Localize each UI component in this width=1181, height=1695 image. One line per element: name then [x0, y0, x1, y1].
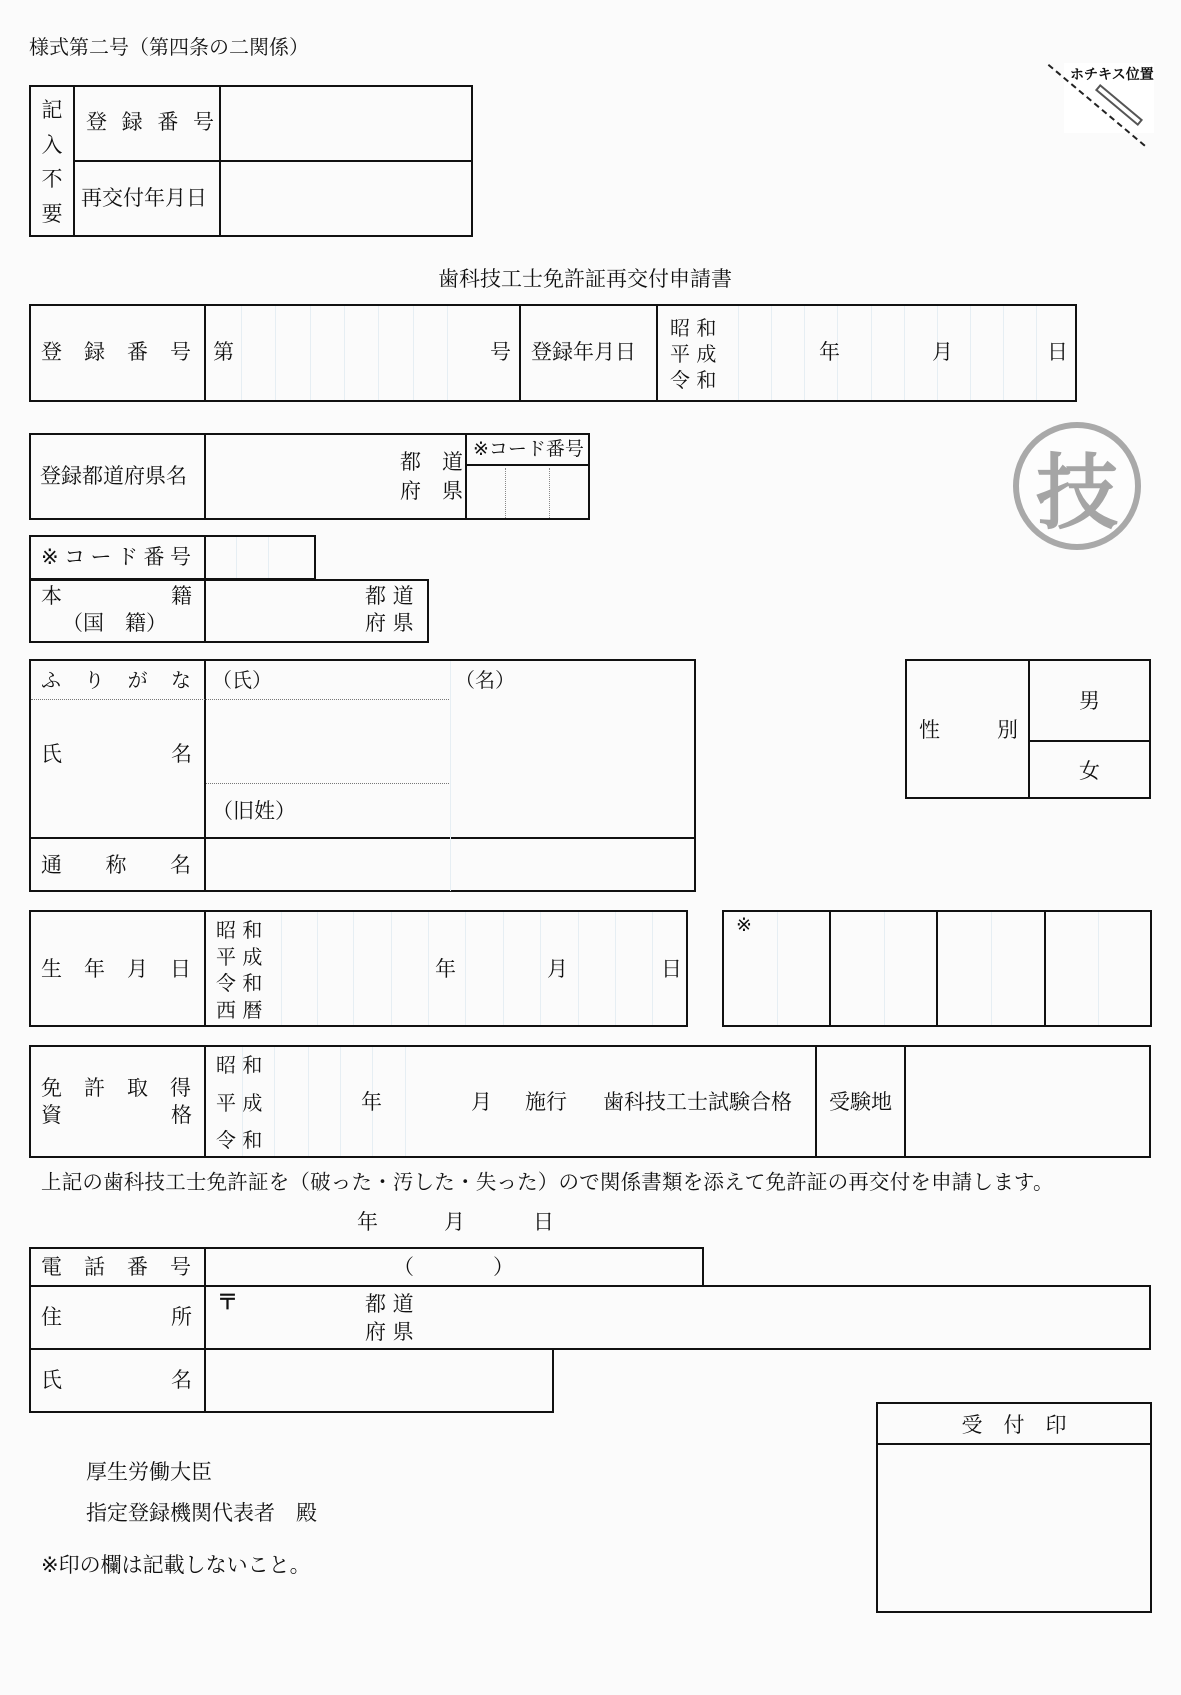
receipt-stamp-label: 受 付 印: [961, 1412, 1067, 1437]
nationality-label: （国 籍）: [62, 611, 167, 635]
furigana-label: ふ り が な: [41, 668, 191, 692]
furigana-surname-label: （氏）: [212, 668, 272, 692]
registration-number-suffix: 号: [490, 340, 511, 364]
exam-passed-label: 歯科技工士試験合格: [603, 1090, 792, 1114]
registration-year-unit: 年: [819, 340, 840, 364]
dental-technician-seal-icon: 技: [1013, 422, 1141, 550]
registration-number-field[interactable]: [206, 306, 517, 400]
exam-site-label: 受験地: [829, 1090, 892, 1114]
qualification-label-right: 格: [171, 1103, 192, 1127]
application-month-unit: 月: [444, 1210, 465, 1234]
male-label: 男: [1079, 689, 1100, 713]
registration-date-label: 登録年月日: [531, 340, 636, 364]
name-label-right: 名: [171, 742, 192, 766]
birth-era-options: 昭 和 平 成 令 和 西 暦: [216, 918, 263, 1022]
qualification-month-unit: 月: [471, 1090, 492, 1114]
office-registration-number-field[interactable]: [221, 87, 471, 159]
phone-field[interactable]: [206, 1249, 702, 1285]
applicant-name-label-right: 名: [171, 1368, 192, 1392]
female-label: 女: [1079, 758, 1100, 783]
sex-label-right: 別: [997, 718, 1018, 742]
registration-day-unit: 日: [1047, 340, 1068, 364]
registered-prefecture-label: 登録都道府県名: [40, 464, 187, 488]
qualification-era-options: 昭 和 平 成 令 和: [216, 1053, 263, 1152]
sex-option-male[interactable]: [1030, 661, 1149, 739]
postal-mark-icon: 〒: [217, 1290, 238, 1314]
applicant-name-label-left: 氏: [41, 1368, 62, 1392]
addressee-minister: 厚生労働大臣: [86, 1460, 212, 1484]
furigana-given-label: （名）: [455, 668, 515, 692]
office-reissue-date-field[interactable]: [221, 162, 471, 235]
sex-option-female[interactable]: [1030, 742, 1149, 797]
domicile-code-label: ※ コ ー ド 番 号: [41, 545, 191, 569]
addressee-designated-body: 指定登録機関代表者 殿: [86, 1501, 317, 1525]
domicile-label-left: 本: [41, 584, 62, 608]
phone-area-open-paren: （: [393, 1255, 414, 1279]
domicile-code-field[interactable]: [206, 537, 314, 578]
prefecture-suffix-bottom: 府 県: [400, 479, 463, 503]
birth-day-unit: 日: [661, 957, 682, 981]
office-use-label: 記 入 不 要: [41, 98, 63, 226]
alias-label: 通 称 名: [41, 853, 191, 877]
address-label-left: 住: [41, 1305, 62, 1329]
qualification-label-line1: 免 許 取 得: [41, 1076, 191, 1100]
former-surname-field[interactable]: [300, 785, 448, 835]
registered-prefecture-field[interactable]: [206, 435, 463, 518]
phone-area-close-paren: ）: [493, 1255, 514, 1279]
furigana-given-field[interactable]: [452, 661, 694, 698]
prefecture-suffix-top: 都 道: [400, 450, 463, 474]
address-field[interactable]: [206, 1287, 1149, 1348]
registration-date-field[interactable]: [658, 306, 1075, 400]
form-number: 様式第二号（第四条の二関係）: [29, 35, 309, 59]
note-text: ※印の欄は記載しないこと。: [41, 1553, 311, 1577]
name-label-left: 氏: [41, 742, 62, 766]
registration-era-options: 昭 和 平 成 令 和: [670, 316, 717, 392]
domicile-label-right: 籍: [171, 584, 192, 608]
address-pref-top: 都 道: [365, 1292, 414, 1316]
applicant-name-field[interactable]: [206, 1350, 552, 1411]
furigana-surname-field[interactable]: [206, 661, 449, 698]
application-day-unit: 日: [533, 1210, 554, 1234]
registration-month-unit: 月: [932, 340, 953, 364]
surname-field[interactable]: [206, 701, 449, 782]
office-reissue-date-label: 再交付年月日: [81, 186, 207, 210]
birth-date-label: 生 年 月 日: [41, 957, 191, 981]
registration-number-prefix: 第: [213, 340, 234, 364]
alias-field[interactable]: [206, 839, 694, 890]
prefecture-code-label: ※コード番号: [473, 438, 584, 460]
exam-site-field[interactable]: [906, 1047, 1149, 1156]
sex-label-left: 性: [919, 718, 940, 742]
form-title: 歯科技工士免許証再交付申請書: [438, 267, 732, 291]
registration-number-label: 登 録 番 号: [41, 340, 191, 364]
qualification-enforced-label: 施行: [525, 1090, 567, 1114]
address-label-right: 所: [171, 1305, 192, 1329]
address-pref-bottom: 府 県: [365, 1320, 414, 1344]
given-name-field[interactable]: [452, 701, 694, 835]
domicile-pref-bottom: 府 県: [365, 611, 414, 635]
application-year-unit: 年: [357, 1210, 378, 1234]
prefecture-code-field[interactable]: [467, 466, 588, 518]
declaration-text: 上記の歯科技工士免許証を（破った・汚した・失った）ので関係書類を添えて免許証の再交付を申請します。: [41, 1170, 1054, 1194]
qualification-label-left: 資: [41, 1103, 62, 1127]
staple-label: ホチキス位置: [1070, 67, 1154, 83]
office-registration-number-label: 登 録 番 号: [86, 110, 219, 134]
phone-label: 電 話 番 号: [41, 1255, 191, 1279]
birth-month-unit: 月: [547, 957, 568, 981]
domicile-pref-top: 都 道: [365, 584, 414, 608]
qualification-year-unit: 年: [361, 1090, 382, 1114]
office-code-mark: ※: [736, 914, 752, 936]
former-surname-label: （旧姓）: [212, 799, 296, 823]
birth-year-unit: 年: [435, 957, 456, 981]
